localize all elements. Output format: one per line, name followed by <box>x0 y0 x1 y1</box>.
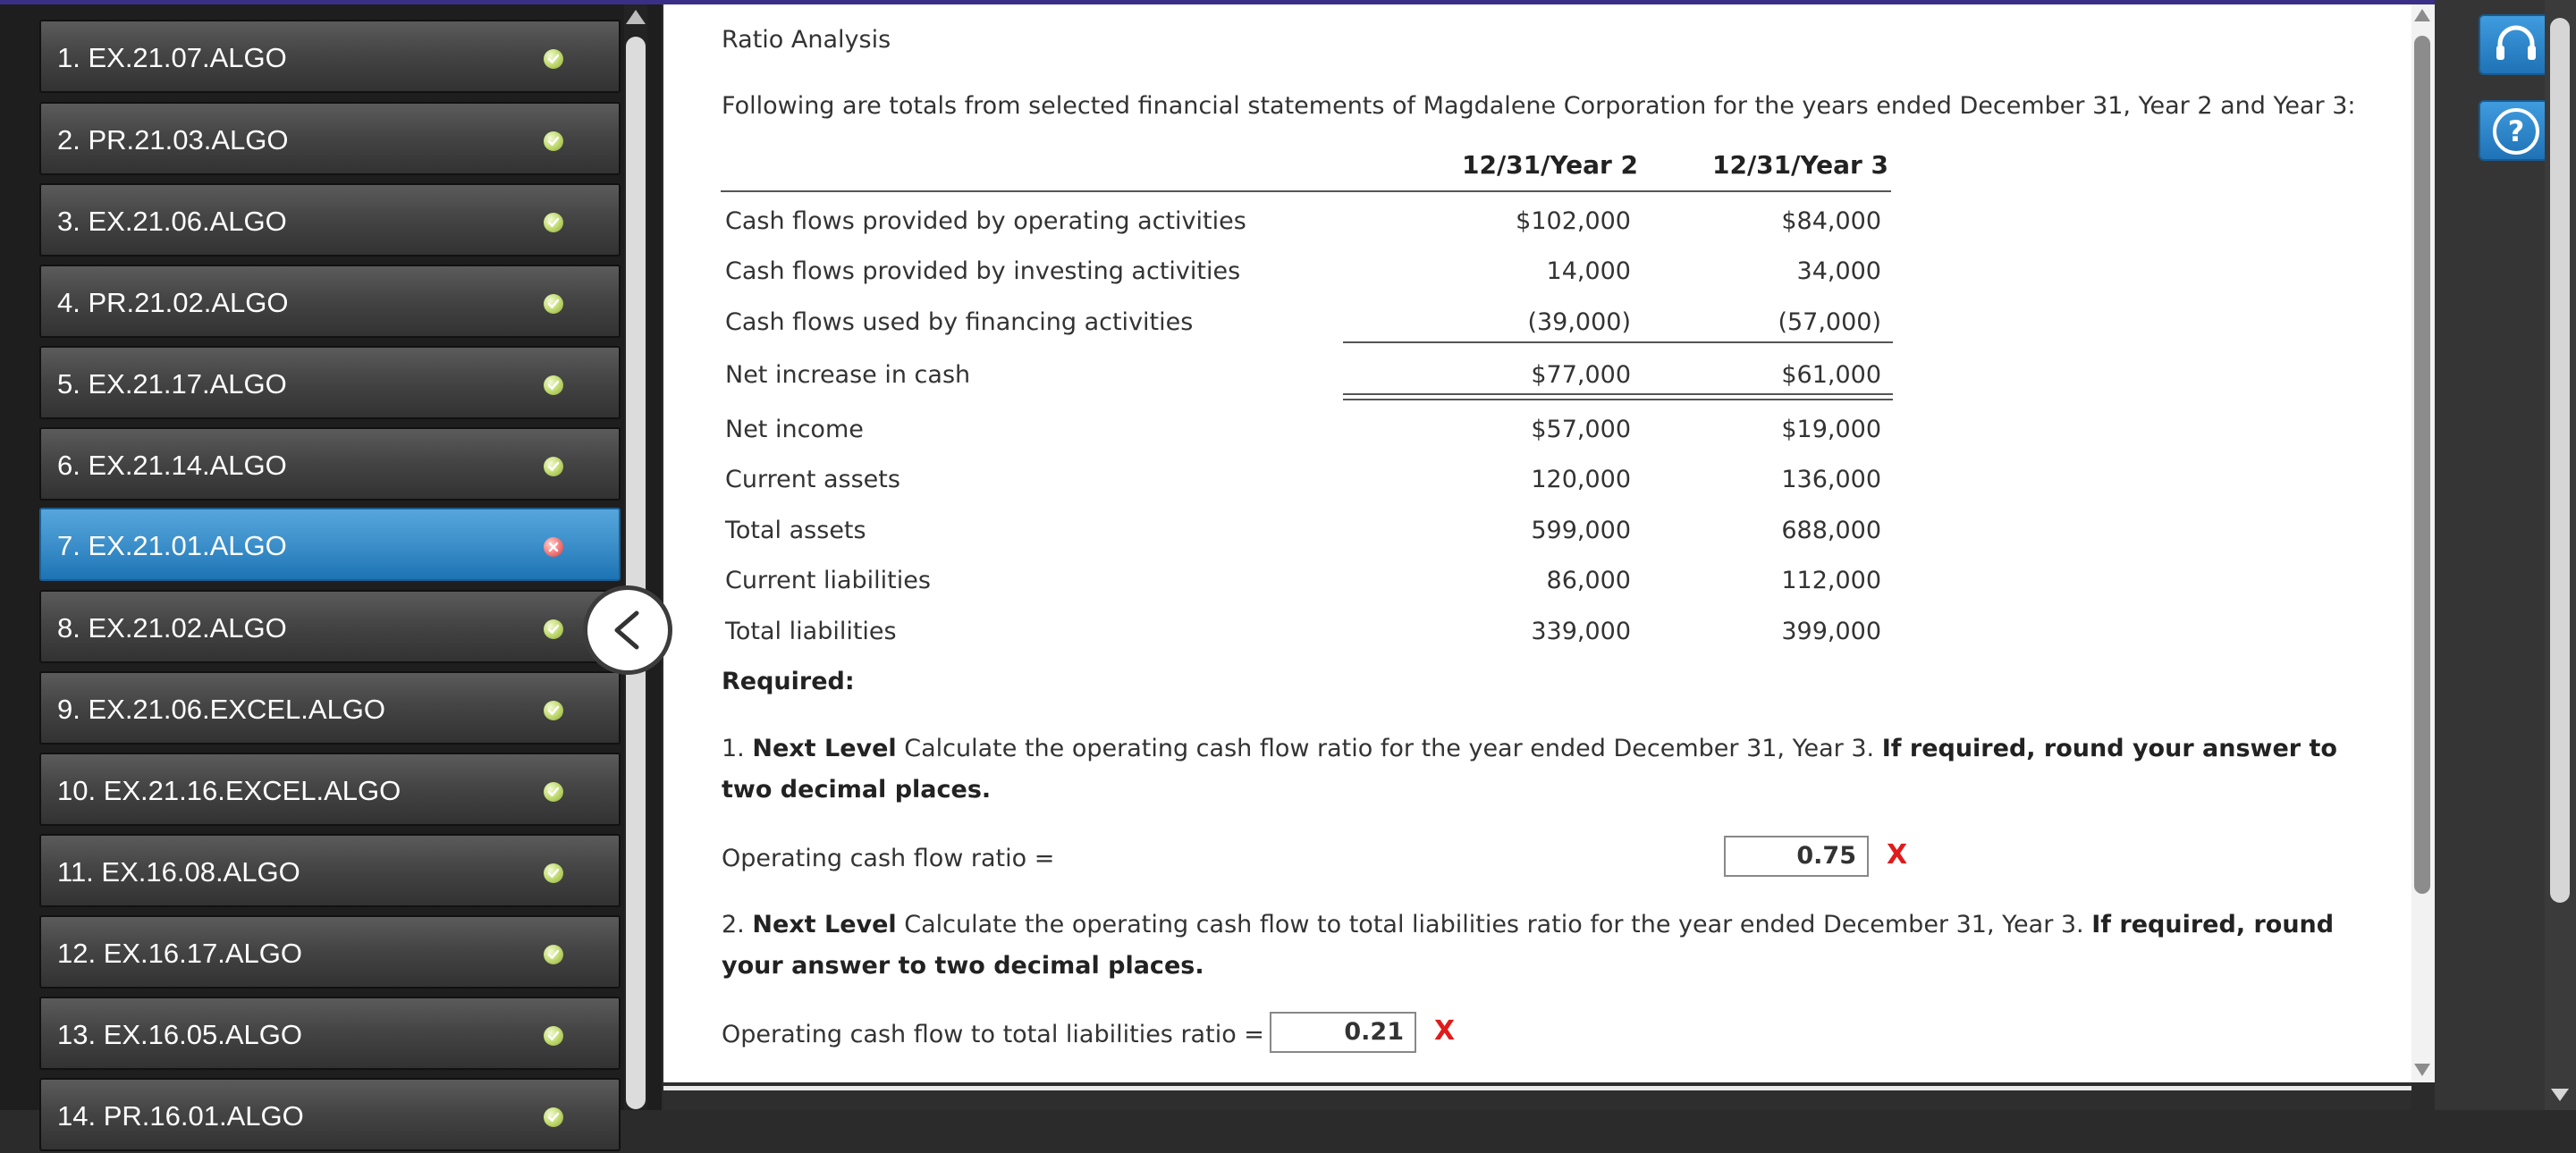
operating-cash-flow-ratio-input[interactable]: 0.75 <box>1724 836 1869 877</box>
correct-status-icon <box>544 294 563 314</box>
help-icon <box>2489 105 2543 158</box>
sidebar-item-label: 3. EX.21.06.ALGO <box>57 206 287 237</box>
chevron-left-icon <box>610 610 646 651</box>
question2-rounding-a: If required, round <box>2091 911 2335 938</box>
question2-rounding-b: your answer to two decimal places. <box>722 952 1204 980</box>
sidebar-item-label: 8. EX.21.02.ALGO <box>57 612 287 644</box>
sidebar-item-label: 12. EX.16.17.ALGO <box>57 938 303 969</box>
sidebar-item-2[interactable] <box>39 102 621 175</box>
table-row-label: Current liabilities <box>725 567 931 594</box>
column-header-year2: 12/31/Year 2 <box>1461 150 1638 180</box>
correct-status-icon <box>544 782 563 802</box>
sidebar-item-label: 9. EX.21.06.EXCEL.ALGO <box>57 694 386 725</box>
table-cell-year2: 14,000 <box>1546 257 1631 285</box>
question1-rounding-b: two decimal places. <box>722 776 992 804</box>
support-button[interactable] <box>2479 14 2552 75</box>
column-header-year3: 12/31/Year 3 <box>1711 150 1888 180</box>
table-cell-year3: 688,000 <box>1781 517 1881 544</box>
required-heading: Required: <box>722 668 855 695</box>
correct-status-icon <box>544 619 563 639</box>
question1-body: Calculate the operating cash flow ratio for the year ended December 31, Year 3. <box>896 735 1882 762</box>
incorrect-status-icon <box>544 537 563 557</box>
question-sidebar <box>0 4 662 1132</box>
table-cell-year3: $61,000 <box>1781 361 1881 389</box>
table-row-label: Cash flows provided by investing activities <box>725 257 1241 285</box>
question1-incorrect-icon: X <box>1887 839 1908 871</box>
table-row-label: Net income <box>725 416 864 443</box>
sidebar-item-6[interactable] <box>39 427 621 501</box>
table-row-label: Net increase in cash <box>725 361 971 389</box>
correct-status-icon <box>544 1026 563 1046</box>
subtotal-rule-year2 <box>1343 341 1638 343</box>
panel-footer-strip <box>663 1082 2411 1110</box>
correct-status-icon <box>544 131 563 151</box>
table-cell-year3: $19,000 <box>1781 416 1881 443</box>
question1-level: Next Level <box>752 735 897 762</box>
sidebar-scrollbar-thumb[interactable] <box>626 37 646 1109</box>
table-cell-year3: 136,000 <box>1781 466 1881 493</box>
sidebar-item-7[interactable] <box>39 508 621 581</box>
svg-text:?: ? <box>2507 114 2525 148</box>
table-cell-year2: 120,000 <box>1531 466 1631 493</box>
total-rule2-year2 <box>1343 399 1638 400</box>
sidebar-item-8[interactable] <box>39 590 621 663</box>
sidebar-item-label: 13. EX.16.05.ALGO <box>57 1019 303 1050</box>
question1-number: 1. <box>722 735 745 762</box>
table-row-label: Total liabilities <box>725 618 897 645</box>
table-cell-year2: $77,000 <box>1531 361 1631 389</box>
sidebar-item-label: 4. PR.21.02.ALGO <box>57 287 289 318</box>
page-scroll-down-icon[interactable] <box>2551 1089 2569 1101</box>
sidebar-item-4[interactable] <box>39 265 621 338</box>
sidebar-scroll-up-icon[interactable] <box>626 10 646 24</box>
table-cell-year3: $84,000 <box>1781 207 1881 235</box>
sidebar-item-label: 14. PR.16.01.ALGO <box>57 1100 304 1132</box>
table-row-label: Total assets <box>725 517 866 544</box>
sidebar-item-label: 10. EX.21.16.EXCEL.ALGO <box>57 775 401 806</box>
question2-body: Calculate the operating cash flow to total liabilities ratio for the year ended December 31, Year 3. <box>896 911 2092 938</box>
sidebar-item-12[interactable] <box>39 915 621 989</box>
correct-status-icon <box>544 701 563 720</box>
collapse-sidebar-button[interactable] <box>583 585 672 675</box>
table-cell-year2: $102,000 <box>1516 207 1631 235</box>
table-cell-year2: $57,000 <box>1531 416 1631 443</box>
sidebar-item-11[interactable] <box>39 834 621 907</box>
cash-flow-to-liabilities-ratio-input[interactable]: 0.21 <box>1270 1012 1416 1053</box>
sidebar-item-10[interactable] <box>39 753 621 826</box>
correct-status-icon <box>544 863 563 883</box>
main-scroll-down-icon[interactable] <box>2414 1064 2430 1076</box>
sidebar-item-label: 11. EX.16.08.ALGO <box>57 856 300 888</box>
question2-answer-label: Operating cash flow to total liabilities ratio = <box>722 1021 1264 1048</box>
question2-level: Next Level <box>752 911 897 938</box>
table-cell-year2: 599,000 <box>1531 517 1631 544</box>
question1-text <box>722 735 2337 762</box>
table-cell-year3: (57,000) <box>1778 308 1881 336</box>
main-scroll-up-icon[interactable] <box>2414 9 2430 21</box>
correct-status-icon <box>544 375 563 395</box>
sidebar-item-1[interactable] <box>39 20 621 93</box>
question1-answer-label: Operating cash flow ratio = <box>722 845 1055 872</box>
sidebar-item-14[interactable] <box>39 1078 621 1151</box>
sidebar-item-label: 1. EX.21.07.ALGO <box>57 42 287 73</box>
subtotal-rule-year3 <box>1598 341 1893 343</box>
problem-panel <box>663 4 2411 1082</box>
total-rule2-year3 <box>1598 399 1893 400</box>
main-scrollbar-thumb[interactable] <box>2414 36 2430 894</box>
correct-status-icon <box>544 1107 563 1127</box>
table-cell-year2: 339,000 <box>1531 618 1631 645</box>
table-cell-year2: (39,000) <box>1527 308 1631 336</box>
table-header-rule <box>721 190 1891 192</box>
table-cell-year3: 34,000 <box>1796 257 1881 285</box>
page-scrollbar-thumb[interactable] <box>2550 18 2570 903</box>
table-row-label: Cash flows used by financing activities <box>725 308 1194 336</box>
table-cell-year3: 112,000 <box>1781 567 1881 594</box>
sidebar-item-3[interactable] <box>39 183 621 257</box>
table-row-label: Current assets <box>725 466 900 493</box>
page-title: Ratio Analysis <box>722 26 891 54</box>
problem-intro: Following are totals from selected financial statements of Magdalene Corporation for the years ended December 31, Year 2 and Year 3: <box>722 92 2356 120</box>
total-rule1-year3 <box>1598 393 1893 395</box>
correct-status-icon <box>544 457 563 476</box>
table-cell-year2: 86,000 <box>1546 567 1631 594</box>
question2-text <box>722 911 2334 938</box>
question2-number: 2. <box>722 911 745 938</box>
headset-icon <box>2489 19 2543 72</box>
sidebar-item-label: 6. EX.21.14.ALGO <box>57 450 287 481</box>
sidebar-item-13[interactable] <box>39 997 621 1070</box>
correct-status-icon <box>544 213 563 232</box>
correct-status-icon <box>544 945 563 964</box>
help-button[interactable] <box>2479 100 2552 161</box>
question2-incorrect-icon: X <box>1434 1015 1456 1047</box>
sidebar-item-9[interactable] <box>39 671 621 745</box>
sidebar-item-label: 7. EX.21.01.ALGO <box>57 530 287 561</box>
sidebar-item-5[interactable] <box>39 346 621 419</box>
table-cell-year3: 399,000 <box>1781 618 1881 645</box>
total-rule1-year2 <box>1343 393 1638 395</box>
question1-rounding-a: If required, round your answer to <box>1881 735 2337 762</box>
correct-status-icon <box>544 49 563 69</box>
sidebar-item-label: 5. EX.21.17.ALGO <box>57 368 287 400</box>
sidebar-item-label: 2. PR.21.03.ALGO <box>57 124 289 156</box>
table-row-label: Cash flows provided by operating activities <box>725 207 1246 235</box>
